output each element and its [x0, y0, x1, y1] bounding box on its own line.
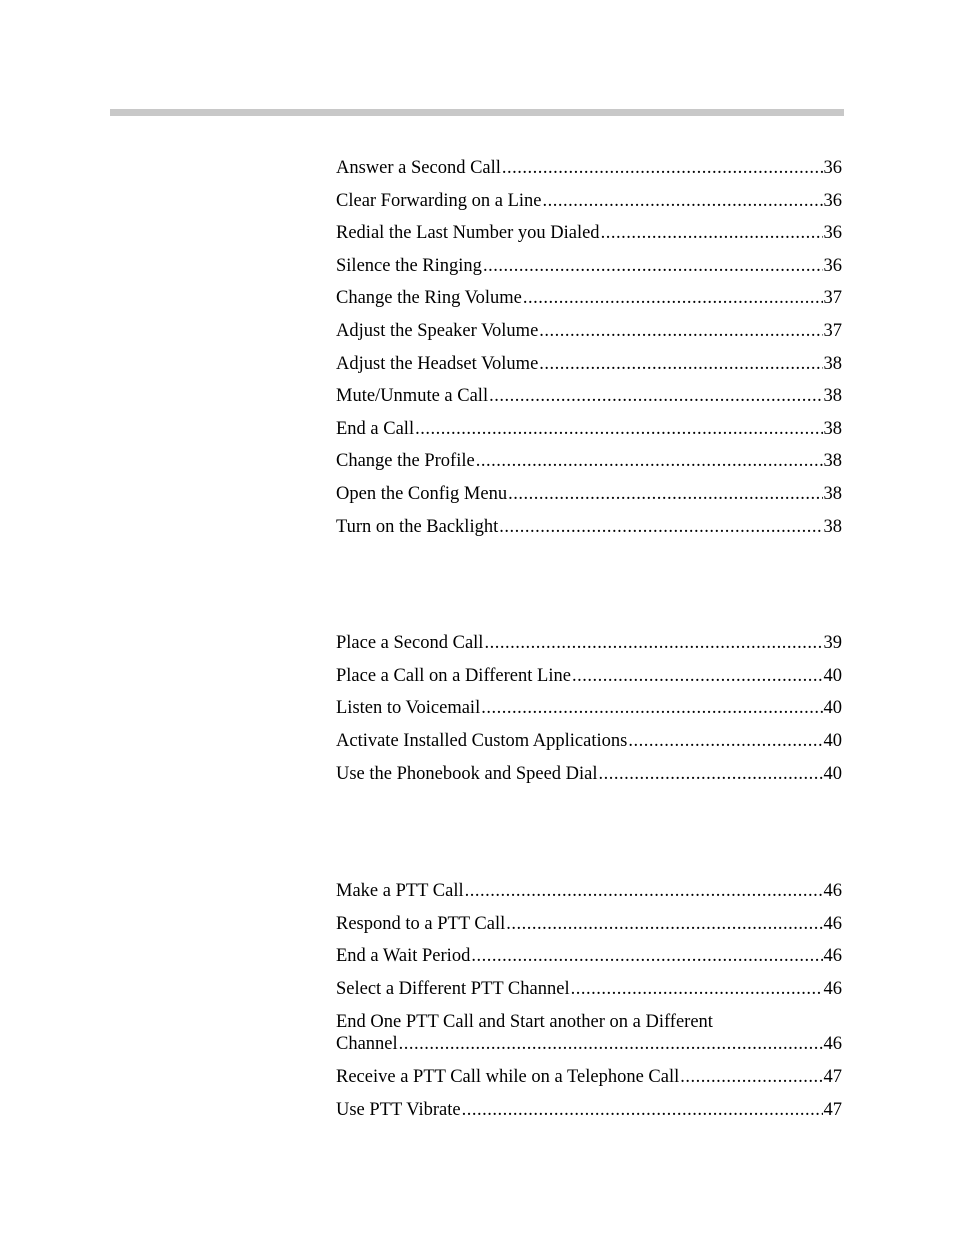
dot-leader: [572, 665, 823, 687]
toc-entry-page: 47: [823, 1067, 842, 1088]
toc-entry-title: Change the Ring Volume: [336, 288, 522, 309]
toc-entry-title: Mute/Unmute a Call: [336, 386, 489, 407]
toc-entry-page: 38: [823, 386, 842, 407]
toc-entry[interactable]: [336, 450, 842, 483]
toc-entry-page: 40: [823, 731, 842, 752]
toc-entry-page: 46: [823, 913, 842, 934]
toc-entry-title: Receive a PTT Call while on a Telephone Call: [336, 1067, 680, 1088]
toc-entry-page: 40: [823, 763, 842, 784]
toc-entry[interactable]: [336, 1011, 842, 1066]
toc-entry-line2: [336, 1033, 842, 1055]
toc-entry-title: Use PTT Vibrate: [336, 1099, 461, 1120]
toc-section-1: [336, 157, 842, 548]
toc-entry-title: Place a Second Call: [336, 633, 484, 653]
toc-entry-page: 46: [823, 881, 842, 901]
dot-leader: [462, 1099, 823, 1121]
dot-leader: [476, 450, 823, 472]
toc-entry[interactable]: [336, 353, 842, 386]
header-rule: [110, 109, 844, 116]
toc-entry-title: Select a Different PTT Channel: [336, 979, 570, 1000]
toc-entry[interactable]: [336, 665, 842, 698]
dot-leader: [543, 190, 823, 212]
dot-leader: [539, 353, 822, 375]
toc-entry-page: 36: [823, 158, 842, 178]
toc-entry-page: 38: [823, 483, 842, 504]
toc-entry[interactable]: [336, 880, 842, 913]
toc-entry-page: 47: [823, 1099, 842, 1120]
dot-leader: [415, 418, 822, 440]
toc-entry-title: Adjust the Headset Volume: [336, 353, 539, 374]
toc-entry-title: Open the Config Menu: [336, 483, 508, 504]
toc-entry-title: Activate Installed Custom Applications: [336, 731, 628, 752]
toc-entry[interactable]: [336, 483, 842, 516]
toc-entry-title: Clear Forwarding on a Line: [336, 190, 542, 211]
toc-section-2: [336, 632, 842, 795]
toc-entry-title: Answer a Second Call: [336, 158, 501, 178]
toc-entry-title: Place a Call on a Different Line: [336, 665, 571, 686]
dot-leader: [502, 157, 823, 179]
toc-entry-title: Turn on the Backlight: [336, 516, 499, 537]
dot-leader: [481, 697, 822, 719]
dot-leader: [399, 1033, 823, 1055]
dot-leader: [484, 632, 822, 654]
toc-section-3: [336, 880, 842, 1131]
toc-entry[interactable]: [336, 222, 842, 255]
dot-leader: [628, 730, 822, 752]
toc-entry-page: 38: [823, 516, 842, 537]
toc-entry-title: Redial the Last Number you Dialed: [336, 223, 600, 244]
toc-entry-title: End a Call: [336, 418, 415, 439]
toc-entry-page: 38: [823, 418, 842, 439]
dot-leader: [680, 1066, 822, 1088]
toc-entry[interactable]: [336, 763, 842, 796]
dot-leader: [508, 483, 822, 505]
dot-leader: [506, 913, 822, 935]
toc-entry-title: Listen to Voicemail: [336, 698, 481, 719]
toc-entry[interactable]: [336, 632, 842, 665]
toc-entry-title-line2: Channel: [336, 1033, 398, 1054]
toc-entry[interactable]: [336, 945, 842, 978]
toc-entry-title: Use the Phonebook and Speed Dial: [336, 763, 598, 784]
toc-entry[interactable]: [336, 418, 842, 451]
toc-entry[interactable]: [336, 385, 842, 418]
toc-entry-page: 36: [823, 190, 842, 211]
toc-entry-page: 37: [823, 320, 842, 341]
toc-entry[interactable]: [336, 697, 842, 730]
toc-entry[interactable]: [336, 1099, 842, 1132]
toc-entry-title-line1: End One PTT Call and Start another on a Different: [336, 1011, 713, 1032]
toc-entry-title: Make a PTT Call: [336, 881, 464, 901]
toc-entry[interactable]: [336, 320, 842, 353]
toc-entry[interactable]: [336, 190, 842, 223]
toc-entry[interactable]: [336, 255, 842, 288]
toc-entry-title: End a Wait Period: [336, 946, 471, 967]
dot-leader: [465, 880, 823, 902]
dot-leader: [601, 222, 823, 244]
toc-entry-page: 38: [823, 353, 842, 374]
toc-entry[interactable]: [336, 157, 842, 190]
toc-entry-title: Silence the Ringing: [336, 255, 482, 276]
toc-entry[interactable]: [336, 287, 842, 320]
dot-leader: [539, 320, 822, 342]
dot-leader: [489, 385, 822, 407]
toc-entry[interactable]: [336, 1066, 842, 1099]
toc-entry-page: 46: [823, 979, 842, 1000]
toc-entry[interactable]: [336, 730, 842, 763]
toc-entry-page: 40: [823, 698, 842, 719]
toc-entry-page: 38: [823, 451, 842, 472]
toc-entry-page: 39: [823, 633, 842, 653]
toc-entry-page: 36: [823, 223, 842, 244]
toc-entry-page: 46: [823, 946, 842, 967]
toc-entry-page: 36: [823, 255, 842, 276]
toc-entry-title: Adjust the Speaker Volume: [336, 320, 539, 341]
dot-leader: [483, 255, 823, 277]
toc-entry[interactable]: [336, 978, 842, 1011]
toc-entry-title: Change the Profile: [336, 451, 475, 472]
toc-entry-title: Respond to a PTT Call: [336, 913, 506, 934]
dot-leader: [523, 287, 823, 309]
toc-entry-page: 40: [823, 665, 842, 686]
toc-entry-page: 37: [823, 288, 842, 309]
dot-leader: [571, 978, 823, 1000]
toc-entry-page: 46: [823, 1033, 842, 1054]
toc-entry[interactable]: [336, 913, 842, 946]
toc-entry[interactable]: [336, 516, 842, 549]
dot-leader: [471, 945, 822, 967]
dot-leader: [599, 763, 823, 785]
dot-leader: [499, 516, 822, 538]
